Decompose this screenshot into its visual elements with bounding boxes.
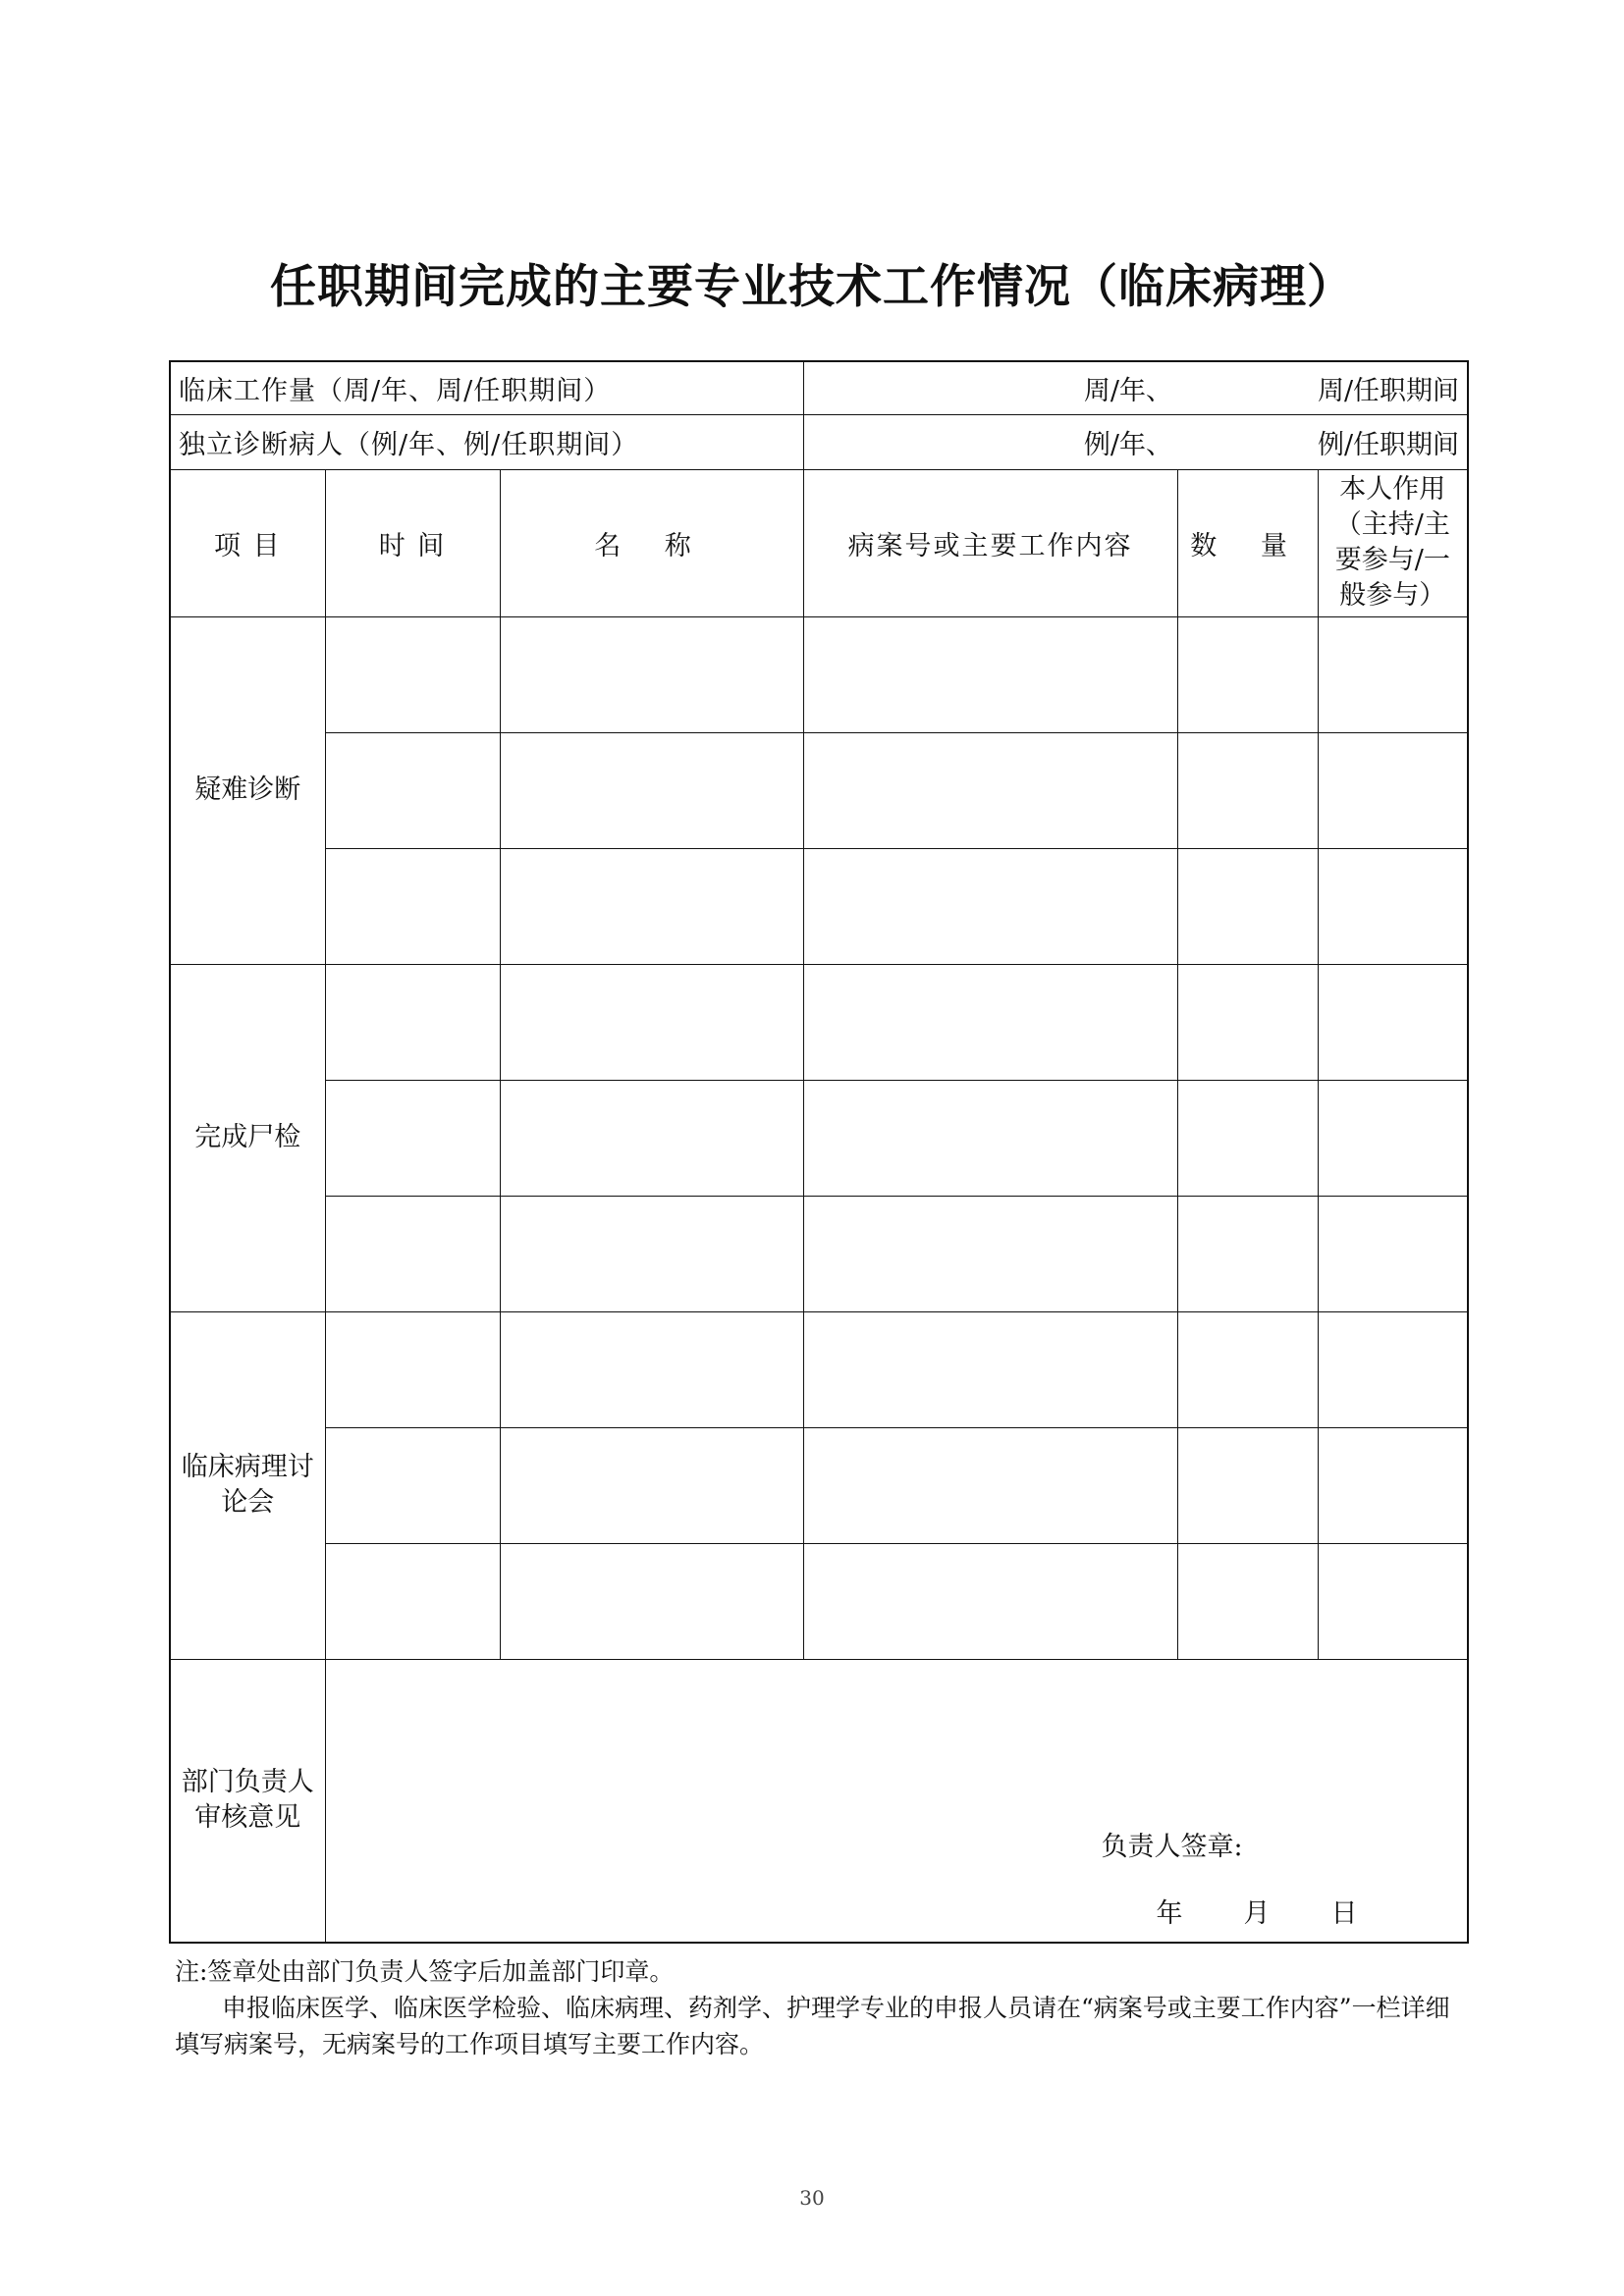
document-title: 任职期间完成的主要专业技术工作情况（临床病理） xyxy=(270,260,1354,314)
date-day-label: 日 xyxy=(1330,1897,1358,1929)
category-label: 论会 xyxy=(221,1487,275,1518)
header-role xyxy=(1318,469,1468,616)
cell-time[interactable] xyxy=(325,1543,500,1659)
workload-unit-per-term: 周/任职期间 xyxy=(1317,375,1460,406)
cell-time[interactable] xyxy=(325,1080,500,1196)
diagnosis-count-row xyxy=(170,414,1468,469)
category-difficult-diagnosis xyxy=(170,616,325,964)
cell-time[interactable] xyxy=(325,964,500,1080)
cell-name[interactable] xyxy=(500,1543,803,1659)
review-label-line: 部门负责人 xyxy=(181,1767,314,1797)
category-cpc-conference xyxy=(170,1311,325,1659)
cell-name[interactable] xyxy=(500,964,803,1080)
table-row xyxy=(170,1543,1468,1659)
cell-name[interactable] xyxy=(500,848,803,964)
footnote-line-2: 申报临床医学、临床医学检验、临床病理、药剂学、护理学专业的申报人员请在“病案号或主要工作内容”一栏详细填写病案号，无病案号的工作项目填写主要工作内容。 xyxy=(175,1994,1450,2058)
footnote-line-1: 注:签章处由部门负责人签字后加盖部门印章。 xyxy=(175,1957,675,1986)
header-row xyxy=(170,469,1468,616)
cell-content[interactable] xyxy=(803,964,1177,1080)
cell-name[interactable] xyxy=(500,1427,803,1543)
cell-content[interactable] xyxy=(803,848,1177,964)
cell-content[interactable] xyxy=(803,616,1177,732)
cell-name[interactable] xyxy=(500,732,803,848)
cell-role[interactable] xyxy=(1318,1196,1468,1311)
cell-role[interactable] xyxy=(1318,1427,1468,1543)
category-autopsy xyxy=(170,964,325,1311)
cell-time[interactable] xyxy=(325,1311,500,1427)
cell-name[interactable] xyxy=(500,616,803,732)
header-item: 项 目 xyxy=(170,469,325,616)
cell-content[interactable] xyxy=(803,1543,1177,1659)
cell-quantity[interactable] xyxy=(1177,1080,1318,1196)
cell-time[interactable] xyxy=(325,616,500,732)
cell-role[interactable] xyxy=(1318,848,1468,964)
cell-time[interactable] xyxy=(325,848,500,964)
cell-time[interactable] xyxy=(325,732,500,848)
diagnosis-unit-per-term: 例/任职期间 xyxy=(1317,429,1460,460)
cell-quantity[interactable] xyxy=(1177,1311,1318,1427)
cell-time[interactable] xyxy=(325,1427,500,1543)
cell-quantity[interactable] xyxy=(1177,964,1318,1080)
table-row xyxy=(170,848,1468,964)
cell-quantity[interactable] xyxy=(1177,1196,1318,1311)
diagnosis-count-label: 独立诊断病人（例/年、例/任职期间） xyxy=(170,414,803,469)
header-time: 时 间 xyxy=(325,469,500,616)
table-row xyxy=(170,964,1468,1080)
cell-name[interactable] xyxy=(500,1080,803,1196)
diagnosis-count-field[interactable] xyxy=(803,414,1468,469)
diagnosis-unit-per-year: 例/年、 xyxy=(1083,429,1172,460)
cell-content[interactable] xyxy=(803,732,1177,848)
table-row xyxy=(170,1427,1468,1543)
cell-role[interactable] xyxy=(1318,1543,1468,1659)
cell-quantity[interactable] xyxy=(1177,848,1318,964)
review-label-line: 审核意见 xyxy=(194,1802,301,1833)
table-row xyxy=(170,616,1468,732)
cell-quantity[interactable] xyxy=(1177,1543,1318,1659)
cell-name[interactable] xyxy=(500,1311,803,1427)
cell-role[interactable] xyxy=(1318,964,1468,1080)
page-number: 30 xyxy=(799,2186,825,2210)
cell-name[interactable] xyxy=(500,1196,803,1311)
cell-content[interactable] xyxy=(803,1196,1177,1311)
review-row xyxy=(170,1659,1468,1943)
table-row xyxy=(170,1080,1468,1196)
header-role-line: 要参与/一 xyxy=(1334,545,1450,575)
table-row xyxy=(170,1196,1468,1311)
signature-label: 负责人签章: xyxy=(1101,1831,1243,1862)
cell-role[interactable] xyxy=(1318,616,1468,732)
review-label xyxy=(170,1659,325,1943)
cell-role[interactable] xyxy=(1318,1080,1468,1196)
workload-field[interactable] xyxy=(803,361,1468,414)
category-label: 临床病理讨 xyxy=(181,1452,314,1482)
cell-quantity[interactable] xyxy=(1177,1427,1318,1543)
header-name: 名 称 xyxy=(500,469,803,616)
cell-content[interactable] xyxy=(803,1080,1177,1196)
signature-date xyxy=(1157,1892,1358,1930)
footnote xyxy=(175,1953,1461,2062)
header-content: 病案号或主要工作内容 xyxy=(803,469,1177,616)
table-row xyxy=(170,732,1468,848)
header-role-line: 般参与） xyxy=(1339,580,1446,611)
review-opinion-field[interactable] xyxy=(325,1659,1468,1943)
category-label: 疑难诊断 xyxy=(194,774,301,805)
cell-role[interactable] xyxy=(1318,1311,1468,1427)
header-role-line: （主持/主 xyxy=(1334,509,1450,540)
date-month-label: 月 xyxy=(1243,1897,1271,1929)
header-quantity: 数 量 xyxy=(1177,469,1318,616)
workload-unit-per-year: 周/年、 xyxy=(1083,375,1172,406)
cell-content[interactable] xyxy=(803,1427,1177,1543)
cell-quantity[interactable] xyxy=(1177,732,1318,848)
table-row xyxy=(170,1311,1468,1427)
workload-row xyxy=(170,361,1468,414)
workload-label: 临床工作量（周/年、周/任职期间） xyxy=(170,361,803,414)
date-year-label: 年 xyxy=(1156,1897,1183,1929)
header-role-line: 本人作用 xyxy=(1339,474,1446,505)
category-label: 完成尸检 xyxy=(194,1122,301,1152)
work-summary-table xyxy=(169,360,1469,1944)
cell-quantity[interactable] xyxy=(1177,616,1318,732)
cell-role[interactable] xyxy=(1318,732,1468,848)
cell-time[interactable] xyxy=(325,1196,500,1311)
cell-content[interactable] xyxy=(803,1311,1177,1427)
